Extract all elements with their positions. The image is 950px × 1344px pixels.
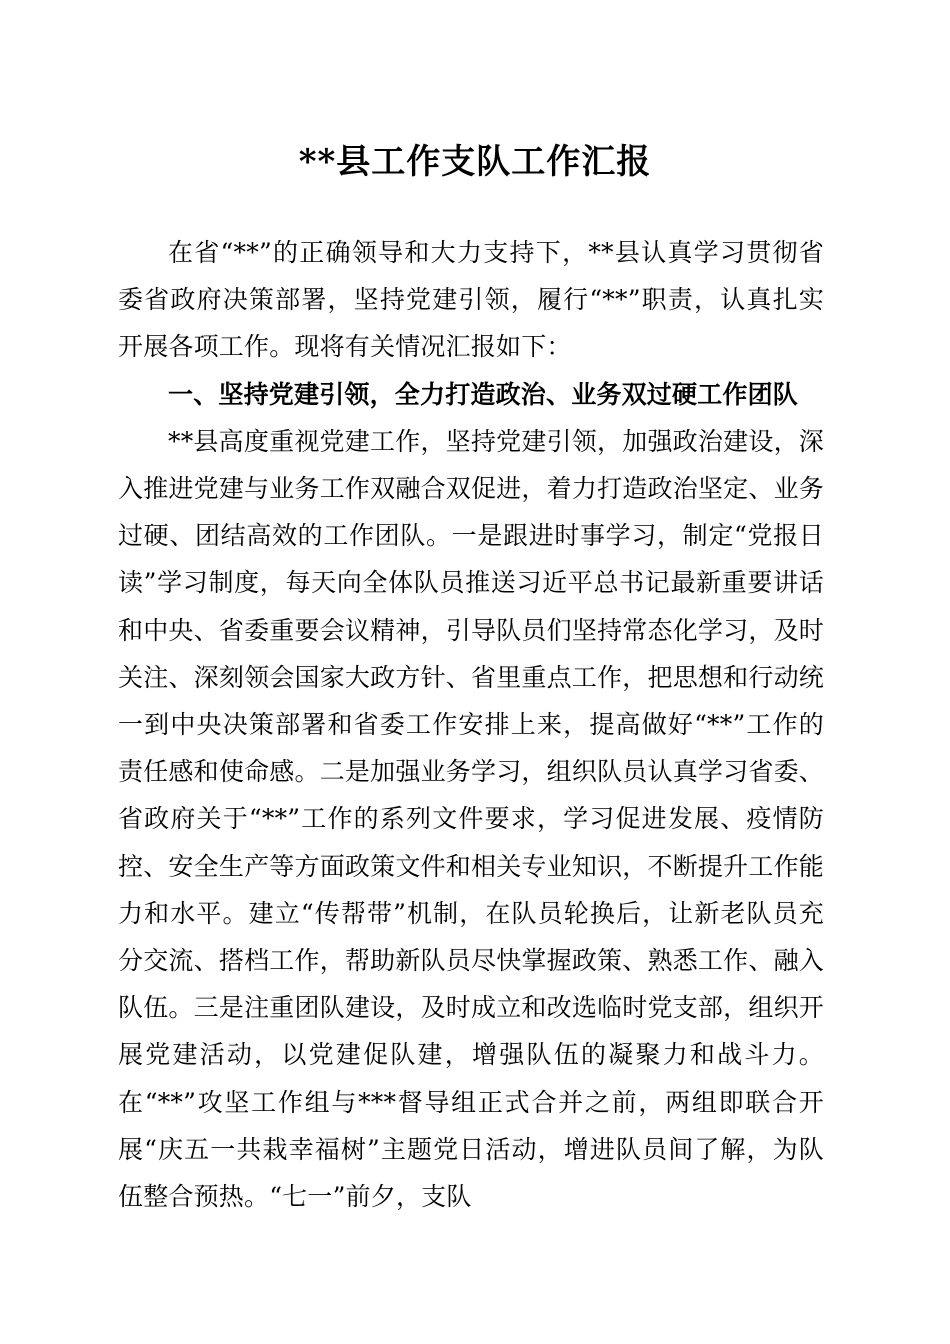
document-title: **县工作支队工作汇报 xyxy=(298,142,652,182)
intro-paragraph: 在省“**”的正确领导和大力支持下，**县认真学习贯彻省委省政府决策部署，坚持党建引领，履行“**”职责，认真扎实开展各项工作。现将有关情况汇报如下： xyxy=(118,238,824,362)
section-1-paragraph: **县高度重视党建工作，坚持党建引领，加强政治建设，深入推进党建与业务工作双融合双促进，着力打造政治坚定、业务过硬、团结高效的工作团队。一是跟进时事学习，制定“党报日读”学习制度，每天向全体队员推送习近平总书记最新重要讲话和中央、省委重要会议精神，引导队员们坚持常态化学习，及时关注、深刻领会国家大政方针、省里重点工作，把思想和行动统一到中央决策部署和省委工作安排上来，提高做好“**”工作的责任感和使命感。二是加强业务学习，组织队员认真学习省委、省政府关于“**”工作的系列文件要求，学习促进发展、疫情防控、安全生产等方面政策文件和相关专业知识，不断提升工作能力和水平。建立“传帮带”机制，在队员轮换后，让新老队员充分交流、搭档工作，帮助新队员尽快掌握政策、熟悉工作、融入队伍。三是注重团队建设，及时成立和改选临时党支部，组织开展党建活动，以党建促队建，增强队伍的凝聚力和战斗力。在“**”攻坚工作组与***督导组正式合并之前，两组即联合开展“庆五一共栽幸福树”主题党日活动，增进队员间了解，为队伍整合预热。“七一”前夕，支队 xyxy=(118,426,824,1212)
section-1-heading: 一、坚持党建引领，全力打造政治、业务双过硬工作团队 xyxy=(168,379,799,409)
document-body xyxy=(118,229,824,1220)
